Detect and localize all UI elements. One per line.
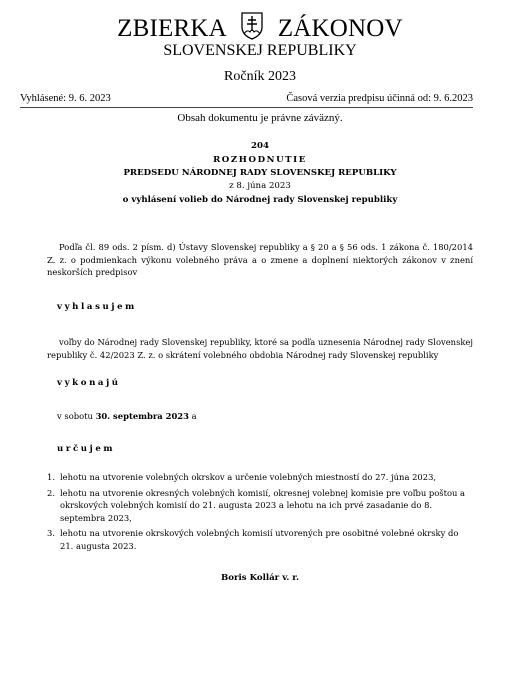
document-subject: o vyhlásení volieb do Národnej rady Slovenskej republiky [122,195,398,205]
gazette-title-right: ZÁKONOV [277,15,403,43]
list-item: 1. lehotu na utvorenie volebných okrskov a určenie volebných miestností do 27. júna 2023, [47,472,437,482]
held-prefix: v sobotu [57,411,96,421]
gazette-title [0,14,520,43]
keyword-held: vykonajú [57,378,121,388]
election-date: 30. septembra 2023 [95,411,189,421]
held-suffix: a [188,411,197,421]
announced-date: Vyhlásené: 9. 6. 2023 [20,93,111,104]
announce-paragraph: voľby do Národnej rady Slovenskej republiky, ktoré sa podľa uznesenia Národnej rady Slovenskej republiky č. 42/2023 Z. z. o skrátení volebného obdobia Národnej rady Slovenskej republiky [47,337,473,360]
binding-note: Obsah dokumentu je právne záväzný. [177,112,343,124]
header-divider [20,107,473,108]
gazette-year: Ročník 2023 [224,69,296,84]
list-item: 2. lehotu na utvorenie okresných volebných komisií, okresnej volebnej komisie pre voľbu poštou a okrskových volebných komisií do 21. augusta 2023 a lehotu na ich prvé zasadanie do 8. septembra 2023, [47,487,466,523]
keyword-announce: vyhlasujem [57,302,137,312]
election-date-line [57,410,473,423]
coat-of-arms-icon [241,12,263,40]
meta-row [20,93,473,107]
document-issuer: PREDSEDU NÁRODNEJ RADY SLOVENSKEJ REPUBLIKY [123,168,397,178]
signature: Boris Kollár v. r. [220,573,300,583]
intro-paragraph: Podľa čl. 89 ods. 2 písm. d) Ústavy Slovenskej republiky a § 20 a § 56 ods. 1 zákona č. 180/2014 Z. z. o podmienkach výkonu volebného práva a o zmene a doplnení niektorých zákonov v znení neskorších predpisov [47,242,473,277]
document-date: z 8. júna 2023 [229,181,291,191]
document-number: 204 [251,141,269,151]
document-type: ROZHODNUTIE [213,155,307,165]
gazette-subtitle: SLOVENSKEJ REPUBLIKY [163,42,357,59]
keyword-determine: určujem [57,444,116,454]
gazette-title-left: ZBIERKA [117,15,227,43]
list-item: 3. lehotu na utvorenie okrskových volebných komisií utvorených pre osobitné volebné okrsky do 21. augusta 2023. [47,528,459,551]
time-version: Časová verzia predpisu účinná od: 9. 6.2023 [286,93,473,104]
deadline-list [47,471,473,555]
